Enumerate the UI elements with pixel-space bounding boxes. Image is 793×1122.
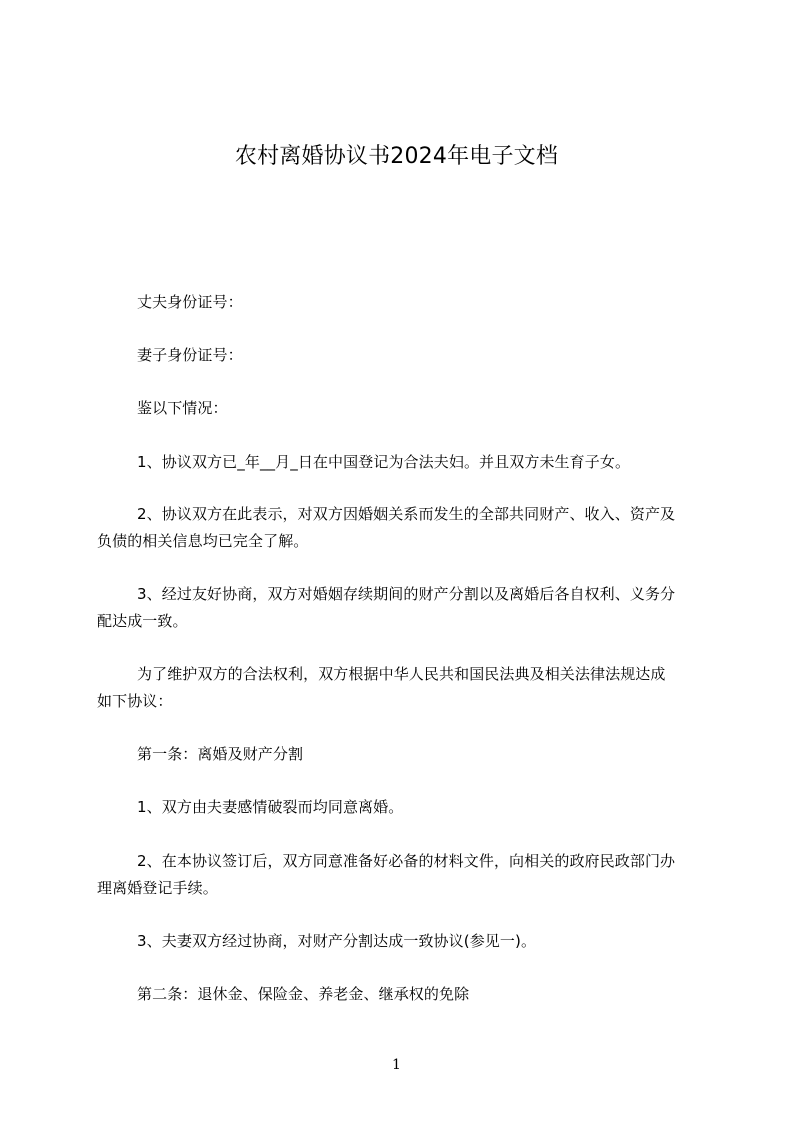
paragraph-line: 为了维护双方的合法权利，双方根据中华人民共和国民法典及相关法律法规达成 (137, 665, 666, 683)
document-title: 农村离婚协议书2024年电子文档 (234, 144, 559, 169)
page-number: 1 (392, 1057, 401, 1073)
husband-id-line: 丈夫身份证号： (137, 293, 243, 311)
paragraph-line: 1、协议双方已_年__月_日在中国登记为合法夫妇。并且双方未生育子女。 (137, 453, 631, 471)
circumstances-heading: 鉴以下情况： (137, 399, 228, 417)
paragraph-line: 3、夫妻双方经过协商，对财产分割达成一致协议(参见一)。 (137, 932, 537, 950)
paragraph-line: 如下协议： (97, 692, 173, 710)
article-one-heading: 第一条：离婚及财产分割 (137, 745, 304, 763)
article-two-heading: 第二条：退休金、保险金、养老金、继承权的免除 (137, 985, 470, 1003)
paragraph-line: 负债的相关信息均已完全了解。 (97, 532, 309, 550)
paragraph-line: 配达成一致。 (97, 612, 188, 630)
wife-id-line: 妻子身份证号： (137, 346, 243, 364)
paragraph-line: 2、在本协议签订后，双方同意准备好必备的材料文件，向相关的政府民政部门办 (137, 852, 676, 870)
paragraph-line: 2、协议双方在此表示，对双方因婚姻关系而发生的全部共同财产、收入、资产及 (137, 505, 676, 523)
paragraph-line: 1、双方由夫妻感情破裂而均同意离婚。 (137, 798, 404, 816)
paragraph-line: 3、经过友好协商，双方对婚姻存续期间的财产分割以及离婚后各自权利、义务分 (137, 585, 676, 603)
paragraph-line: 理离婚登记手续。 (97, 879, 218, 897)
